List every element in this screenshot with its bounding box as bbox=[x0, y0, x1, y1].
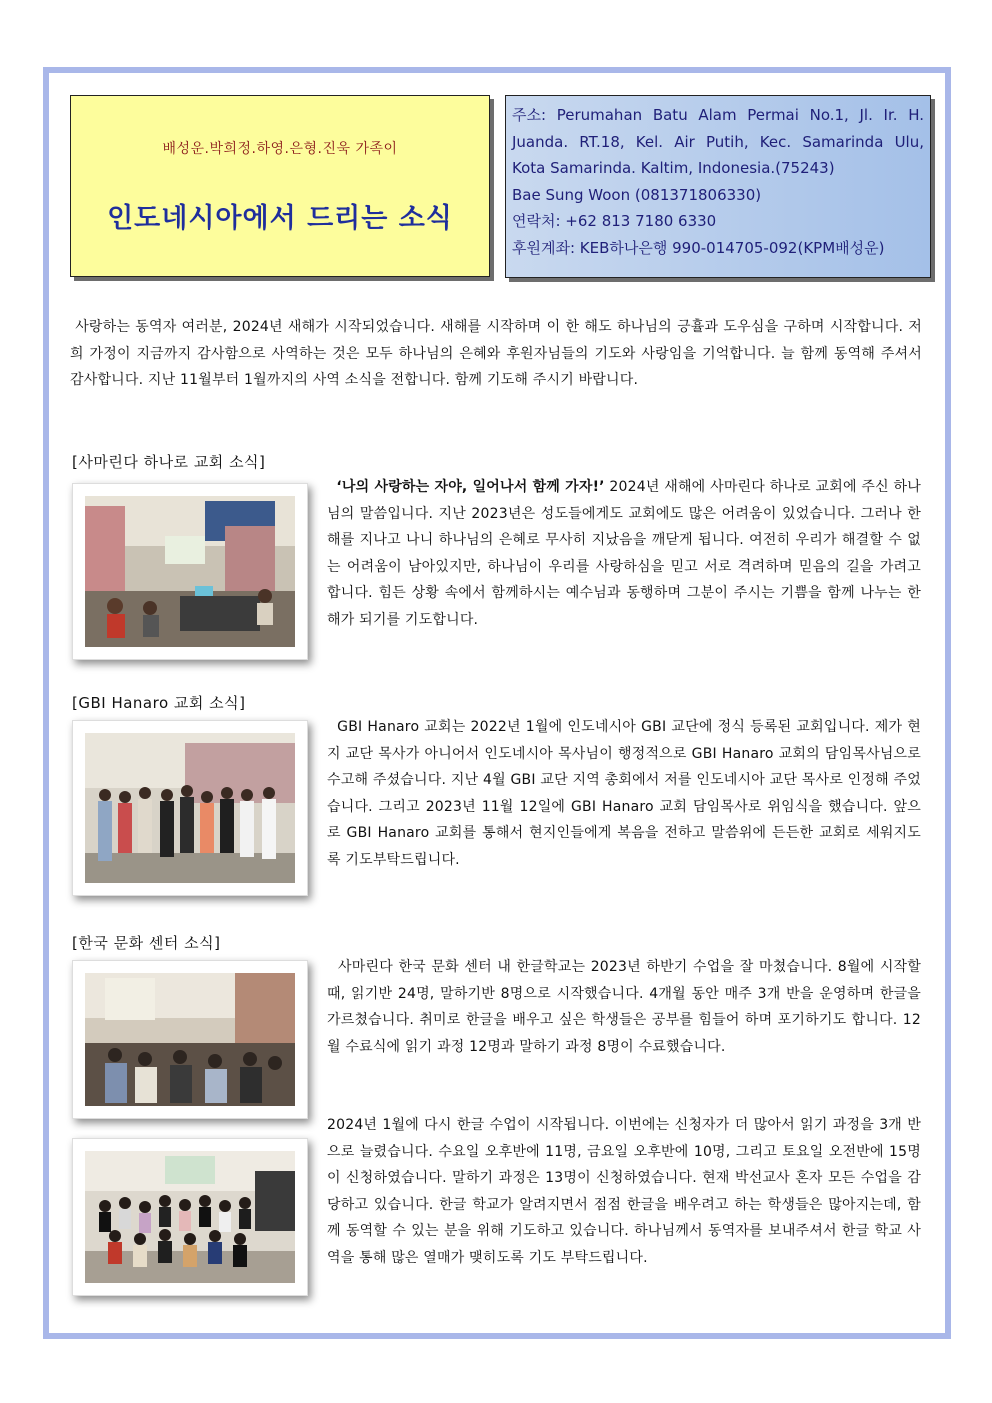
title-box bbox=[70, 95, 490, 277]
samarinda-church-paragraph bbox=[327, 474, 921, 633]
students-group-image bbox=[85, 1151, 295, 1283]
contact-phone: 연락처: +62 813 7180 6330 bbox=[512, 212, 717, 230]
family-names: 배성운.박희정.하영.은형.진욱 가족이 bbox=[162, 141, 398, 157]
samarinda-church-text: 2024년 새해에 사마린다 하나로 교회에 주신 하나님의 말씀입니다. 지난 2023년은 성도들에게도 교회에도 많은 어려움이 있었습니다. 그러나 한 해를 지나고 나니 하나님의 은혜로 무사히 지났음을 깨닫게 됩니다. 여전히 우리가 해결할 수 없는 어려움이 남아있지만, 하나님이 우리를 사랑하심을 믿고 서로 격려하며 믿음의 길을 가려고 합니다. 힘든 상황 속에서 함께하시는 예수님과 동행하며 그분이 주시는 기쁨을 함께 나누는 한 해가 되기를 기도합니다. bbox=[327, 479, 922, 628]
photo-church-service bbox=[72, 483, 308, 660]
intro-text: 사랑하는 동역자 여러분, 2024년 새해가 시작되었습니다. 새해를 시작하며 이 한 해도 하나님의 긍휼과 도우심을 구하며 시작합니다. 저희 가정이 지금까지 감사함으로 사역하는 것은 모두 하나님의 은혜와 후원자님들의 기도와 사랑임을 기억합니다. 늘 함께 동역해 주셔서 감사합니다. 지난 11월부터 1월까지의 사역 소식을 전합니다. 함께 기도해 주시기 바랍니다. bbox=[70, 319, 922, 388]
korean-center-text-1: 사마린다 한국 문화 센터 내 한글학교는 2023년 하반기 수업을 잘 마쳤습니다. 8월에 시작할 때, 읽기반 24명, 말하기반 8명으로 시작했습니다. 4개월 동안 매주 3개 반을 운영하며 한글을 가르쳤습니다. 취미로 한글을 배우고 싶은 학생들은 공부를 힘들어 하며 포기하기도 합니다. 12월 수료식에 읽기 과정 12명과 말하기 과정 8명이 수료했습니다. bbox=[327, 959, 921, 1055]
contact-name-phone: Bae Sung Woon (081371806330) bbox=[512, 185, 762, 204]
korean-class-image bbox=[85, 973, 295, 1106]
intro-paragraph bbox=[70, 314, 922, 394]
section-heading-samarinda-church: [사마린다 하나로 교회 소식] bbox=[72, 453, 266, 471]
korean-center-paragraph-1 bbox=[327, 954, 921, 1060]
photo-korean-class bbox=[72, 960, 308, 1119]
photo-korean-school-students bbox=[72, 1138, 308, 1296]
scripture-quote: ‘나의 사랑하는 자야, 일어나서 함께 가자!’ bbox=[336, 479, 605, 495]
gbi-hanaro-text: GBI Hanaro 교회는 2022년 1월에 인도네시아 GBI 교단에 정식 등록된 교회입니다. 제가 현지 교단 목사가 아니어서 인도네시아 목사님이 행정적으로 GBI Hanaro 교회의 담임목사님으로 수고해 주셨습니다. 지난 4월 GBI 교단 지역 총회에서 저를 인도네시아 교단 목사로 인정해 주었습니다. 그리고 2023년 11월 12일에 GBI Hanaro 교회 담임목사로 위임식을 했습니다. 앞으로 GBI Hanaro 교회를 통해서 현지인들에게 복음을 전하고 말씀위에 든든한 교회로 세워지도록 기도부탁드립니다. bbox=[327, 719, 921, 868]
photo-gbi-congregation bbox=[72, 720, 308, 896]
address-line: Kota Samarinda. Kaltim, Indonesia.(75243) bbox=[512, 159, 835, 177]
korean-center-text-2: 2024년 1월에 다시 한글 수업이 시작됩니다. 이번에는 신청자가 더 많아서 읽기 과정을 3개 반으로 늘렸습니다. 수요일 오후반에 11명, 금요일 오후반에 10명, 그리고 토요일 오전반에 15명이 신청하였습니다. 말하기 과정은 13명이 신청하였습니다. 현재 박선교사 혼자 모든 수업을 감당하고 있습니다. 한글 학교가 알려지면서 점점 한글을 배우려고 하는 학생들은 많아지는데, 함께 동역할 수 있는 분을 위해 기도하고 있습니다. 하나님께서 동역자를 보내주셔서 한글 학교 사역을 통해 많은 열매가 맺히도록 기도 부탁드립니다. bbox=[327, 1117, 921, 1266]
address-line: Juanda. RT.18, Kel. Air Putih, Kec. Samarinda Ulu, bbox=[512, 132, 924, 151]
church-service-image bbox=[85, 496, 295, 647]
donation-account: 후원계좌: KEB하나은행 990-014705-092(KPM배성운) bbox=[512, 238, 885, 257]
address-line: 주소: Perumahan Batu Alam Permai No.1, Jl. Ir. H. bbox=[512, 106, 924, 124]
address-box bbox=[505, 95, 931, 278]
section-heading-korean-culture-center: [한국 문화 센터 소식] bbox=[72, 934, 221, 952]
congregation-group-image bbox=[85, 733, 295, 883]
korean-center-paragraph-2 bbox=[327, 1112, 921, 1271]
section-heading-gbi-hanaro: [GBI Hanaro 교회 소식] bbox=[72, 694, 246, 712]
gbi-hanaro-paragraph bbox=[327, 714, 921, 873]
newsletter-title: 인도네시아에서 드리는 소식 bbox=[107, 203, 453, 234]
